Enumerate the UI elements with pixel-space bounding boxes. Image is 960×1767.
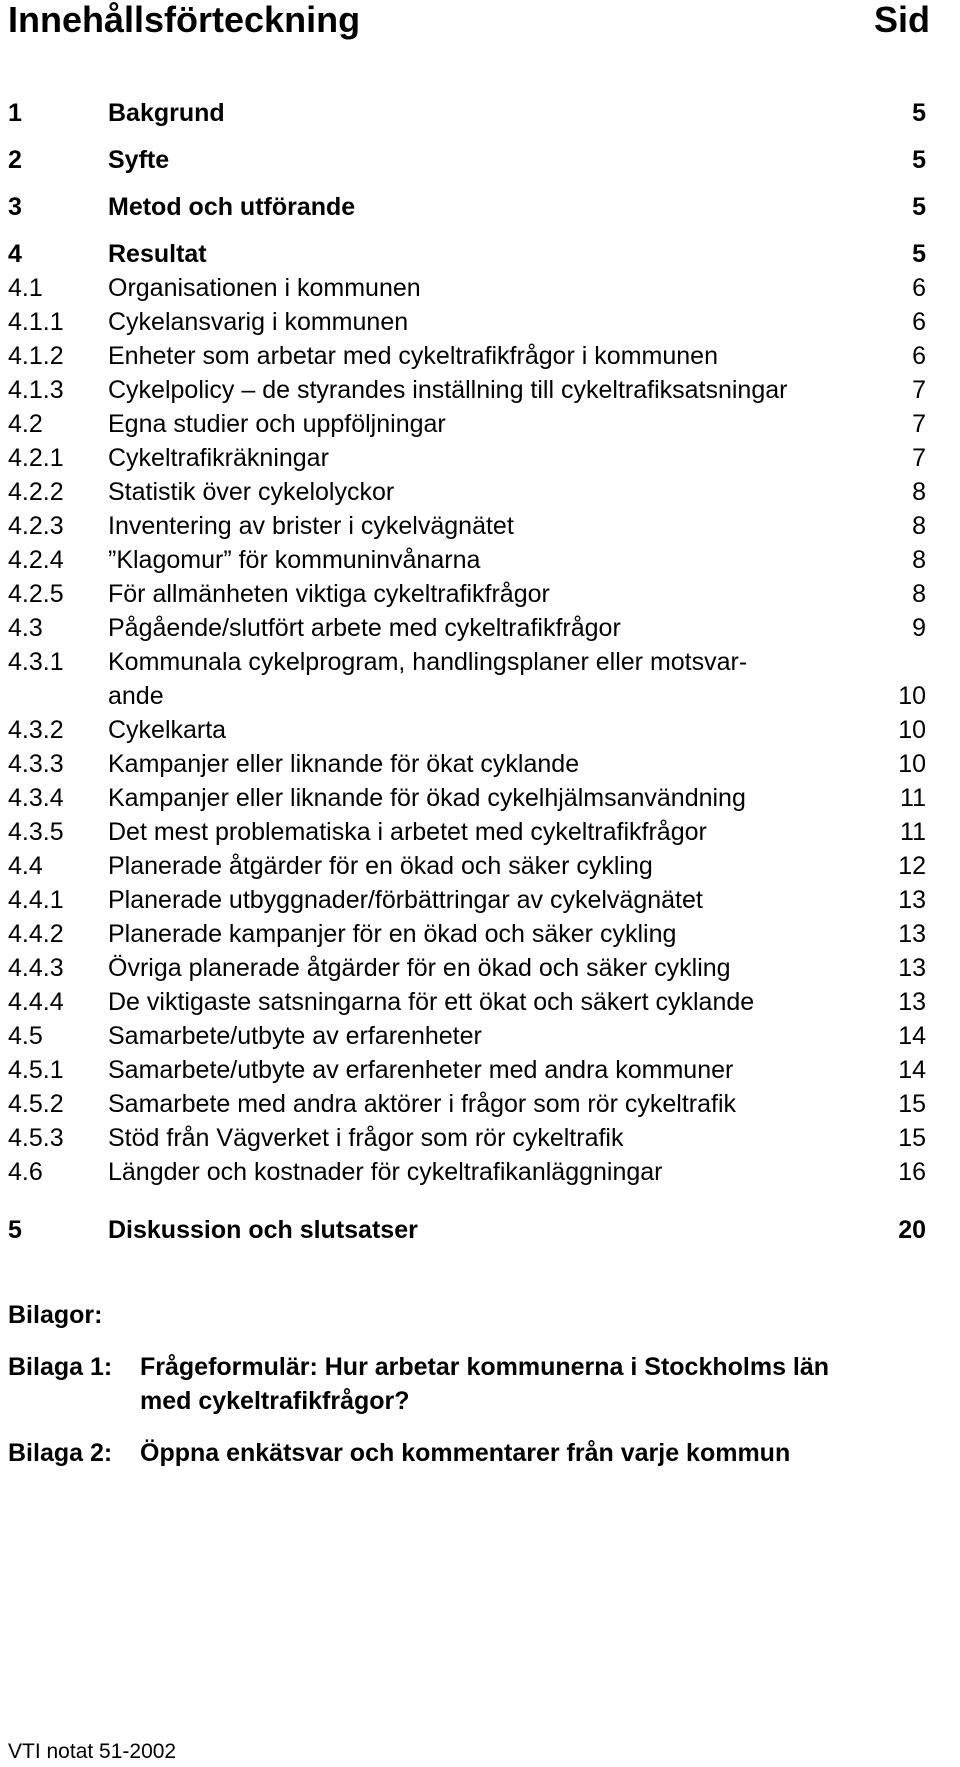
toc-entry-page: 6 [912,274,926,302]
toc-entry [8,1121,926,1155]
toc-entry-title-cont: ande [108,682,164,710]
toc-entry-page: 13 [898,920,926,948]
toc-entry [8,951,926,985]
toc-entry-title: Syfte [108,146,170,174]
toc-entry-number: 2 [8,146,22,174]
toc-entry [8,985,926,1019]
toc-entry-number: 4.4.2 [8,920,64,948]
toc-entry-number: 4 [8,240,22,268]
toc-entry-number: 4.2.3 [8,512,64,540]
toc-entry-title: ”Klagomur” för kommuninvånarna [108,546,481,574]
toc-entry [8,543,926,577]
toc-entry-number: 4.4.4 [8,988,64,1016]
toc-entry [8,143,926,177]
toc-entry-page: 13 [898,886,926,914]
toc-entry-number: 4.1.3 [8,376,64,404]
toc-entry [8,305,926,339]
toc-entry-page: 5 [912,99,926,127]
toc-entry [8,509,926,543]
toc-entry-page: 10 [898,716,926,744]
toc-entry [8,237,926,271]
toc-entry-number: 1 [8,99,22,127]
toc-entry-title: Metod och utförande [108,193,356,221]
toc-entry-page: 6 [912,308,926,336]
toc-entry-page: 14 [898,1056,926,1084]
toc-entry-page: 13 [898,988,926,1016]
toc-entry-title: Samarbete/utbyte av erfarenheter med andra kommuner [108,1056,734,1084]
toc-entry-page: 7 [912,376,926,404]
toc-entry-page: 8 [912,546,926,574]
appendix-heading: Bilagor: [8,1301,103,1329]
toc-entry-title: Det mest problematiska i arbetet med cykeltrafikfrågor [108,818,707,846]
toc-entry-title: Cykeltrafikräkningar [108,444,329,472]
toc-entry-title: Diskussion och slutsatser [108,1216,418,1244]
toc-entry-title: Pågående/slutfört arbete med cykeltrafikfrågor [108,614,621,642]
toc-entry-page: 5 [912,193,926,221]
toc-entry [8,96,926,130]
toc-entry-page: 11 [900,818,926,846]
toc-entry-page: 10 [898,750,926,778]
toc-entry [8,611,926,645]
toc-header [8,0,930,44]
toc-entry-number: 4.2 [8,410,43,438]
toc-entry-number: 4.5 [8,1022,43,1050]
toc-entry-page: 14 [898,1022,926,1050]
toc-entry-page: 13 [898,954,926,982]
toc-entry-title: Stöd från Vägverket i frågor som rör cykeltrafik [108,1124,624,1152]
toc-entry-number: 4.3.3 [8,750,64,778]
toc-entry-page: 9 [912,614,926,642]
toc-entry-page: 7 [912,444,926,472]
toc-entry-number: 4.4.1 [8,886,64,914]
toc-entry-title: Egna studier och uppföljningar [108,410,446,438]
table-of-contents [8,96,926,1247]
toc-entry-title: Planerade kampanjer för en ökad och säker cykling [108,920,677,948]
toc-entry-page: 15 [898,1090,926,1118]
toc-entry [8,577,926,611]
toc-entry-page: 6 [912,342,926,370]
toc-entry-page: 11 [900,784,926,812]
toc-entry-number: 4.3.1 [8,648,64,676]
toc-entry-title: För allmänheten viktiga cykeltrafikfrågor [108,580,550,608]
toc-entry-title: Bakgrund [108,99,225,127]
toc-entry-page: 5 [912,240,926,268]
toc-entry-title: De viktigaste satsningarna för ett ökat och säkert cyklande [108,988,755,1016]
toc-entry-title: Enheter som arbetar med cykeltrafikfrågor i kommunen [108,342,718,370]
toc-entry-number: 4.3.4 [8,784,64,812]
toc-entry [8,1053,926,1087]
toc-entry-number: 3 [8,193,22,221]
toc-entry-title: Samarbete/utbyte av erfarenheter [108,1022,482,1050]
toc-entry-page: 8 [912,478,926,506]
toc-entry [8,190,926,224]
toc-entry-number: 4.3 [8,614,43,642]
toc-entry-title: Statistik över cykelolyckor [108,478,395,506]
toc-entry-title: Kommunala cykelprogram, handlingsplaner eller motsvar- [108,648,748,676]
toc-entry-page: 15 [898,1124,926,1152]
appendix-label: Bilaga 1: [8,1353,113,1381]
toc-entry-page: 7 [912,410,926,438]
toc-entry [8,917,926,951]
toc-entry [8,747,926,781]
toc-title: Innehållsförteckning [8,0,361,40]
toc-entry-number: 4.1.1 [8,308,64,336]
toc-entry-title: Cykelansvarig i kommunen [108,308,409,336]
toc-entry-title: Längder och kostnader för cykeltrafikanläggningar [108,1158,663,1186]
toc-entry [8,781,926,815]
toc-entry-title: Cykelpolicy – de styrandes inställning till cykeltrafiksatsningar [108,376,788,404]
toc-entry-number: 4.2.5 [8,580,64,608]
toc-entry-title: Övriga planerade åtgärder för en ökad och säker cykling [108,954,731,982]
toc-entry-page: 10 [898,682,926,710]
toc-entry [8,271,926,305]
toc-entry-number: 4.5.1 [8,1056,64,1084]
toc-entry-number: 4.6 [8,1158,43,1186]
toc-entry-title: Organisationen i kommunen [108,274,421,302]
toc-entry-page: 20 [898,1216,926,1244]
toc-entry [8,475,926,509]
toc-entry-page: 16 [898,1158,926,1186]
toc-entry-number: 4.4.3 [8,954,64,982]
toc-entry-number: 4.1 [8,274,43,302]
toc-entry [8,1155,926,1189]
appendix-title: Öppna enkätsvar och kommentarer från varje kommun [140,1439,791,1467]
toc-entry-title: Planerade utbyggnader/förbättringar av cykelvägnätet [108,886,703,914]
toc-entry-title: Kampanjer eller liknande för ökad cykelhjälmsanvändning [108,784,746,812]
toc-entry [8,339,926,373]
toc-entry [8,645,926,713]
toc-entry-page: 12 [898,852,926,880]
page-column-label: Sid [873,0,930,40]
toc-entry [8,373,926,407]
toc-entry-title: Kampanjer eller liknande för ökat cyklande [108,750,580,778]
toc-entry-title: Cykelkarta [108,716,227,744]
appendix-title: Frågeformulär: Hur arbetar kommunerna i Stockholms län [140,1353,830,1381]
toc-entry-number: 5 [8,1216,22,1244]
toc-entry [8,1213,926,1247]
toc-entry-number: 4.4 [8,852,43,880]
toc-entry-page: 8 [912,580,926,608]
toc-entry [8,1019,926,1053]
toc-entry [8,1087,926,1121]
toc-entry [8,815,926,849]
appendix-label: Bilaga 2: [8,1439,113,1467]
toc-entry-number: 4.5.3 [8,1124,64,1152]
toc-entry-page: 5 [912,146,926,174]
toc-entry [8,713,926,747]
toc-entry [8,407,926,441]
toc-entry-title: Inventering av brister i cykelvägnätet [108,512,514,540]
footer-text: VTI notat 51-2002 [8,1740,177,1763]
toc-entry-number: 4.3.2 [8,716,64,744]
toc-entry-number: 4.3.5 [8,818,64,846]
toc-entry-number: 4.2.4 [8,546,64,574]
appendix-title-cont: med cykeltrafikfrågor? [140,1387,410,1415]
toc-entry-page: 8 [912,512,926,540]
toc-entry-number: 4.1.2 [8,342,64,370]
toc-entry [8,883,926,917]
toc-entry-number: 4.2.1 [8,444,64,472]
toc-entry [8,441,926,475]
toc-entry-title: Planerade åtgärder för en ökad och säker cykling [108,852,653,880]
toc-entry-number: 4.2.2 [8,478,64,506]
toc-entry-title: Samarbete med andra aktörer i frågor som rör cykeltrafik [108,1090,737,1118]
toc-entry [8,849,926,883]
toc-entry-title: Resultat [108,240,207,268]
toc-entry-number: 4.5.2 [8,1090,64,1118]
